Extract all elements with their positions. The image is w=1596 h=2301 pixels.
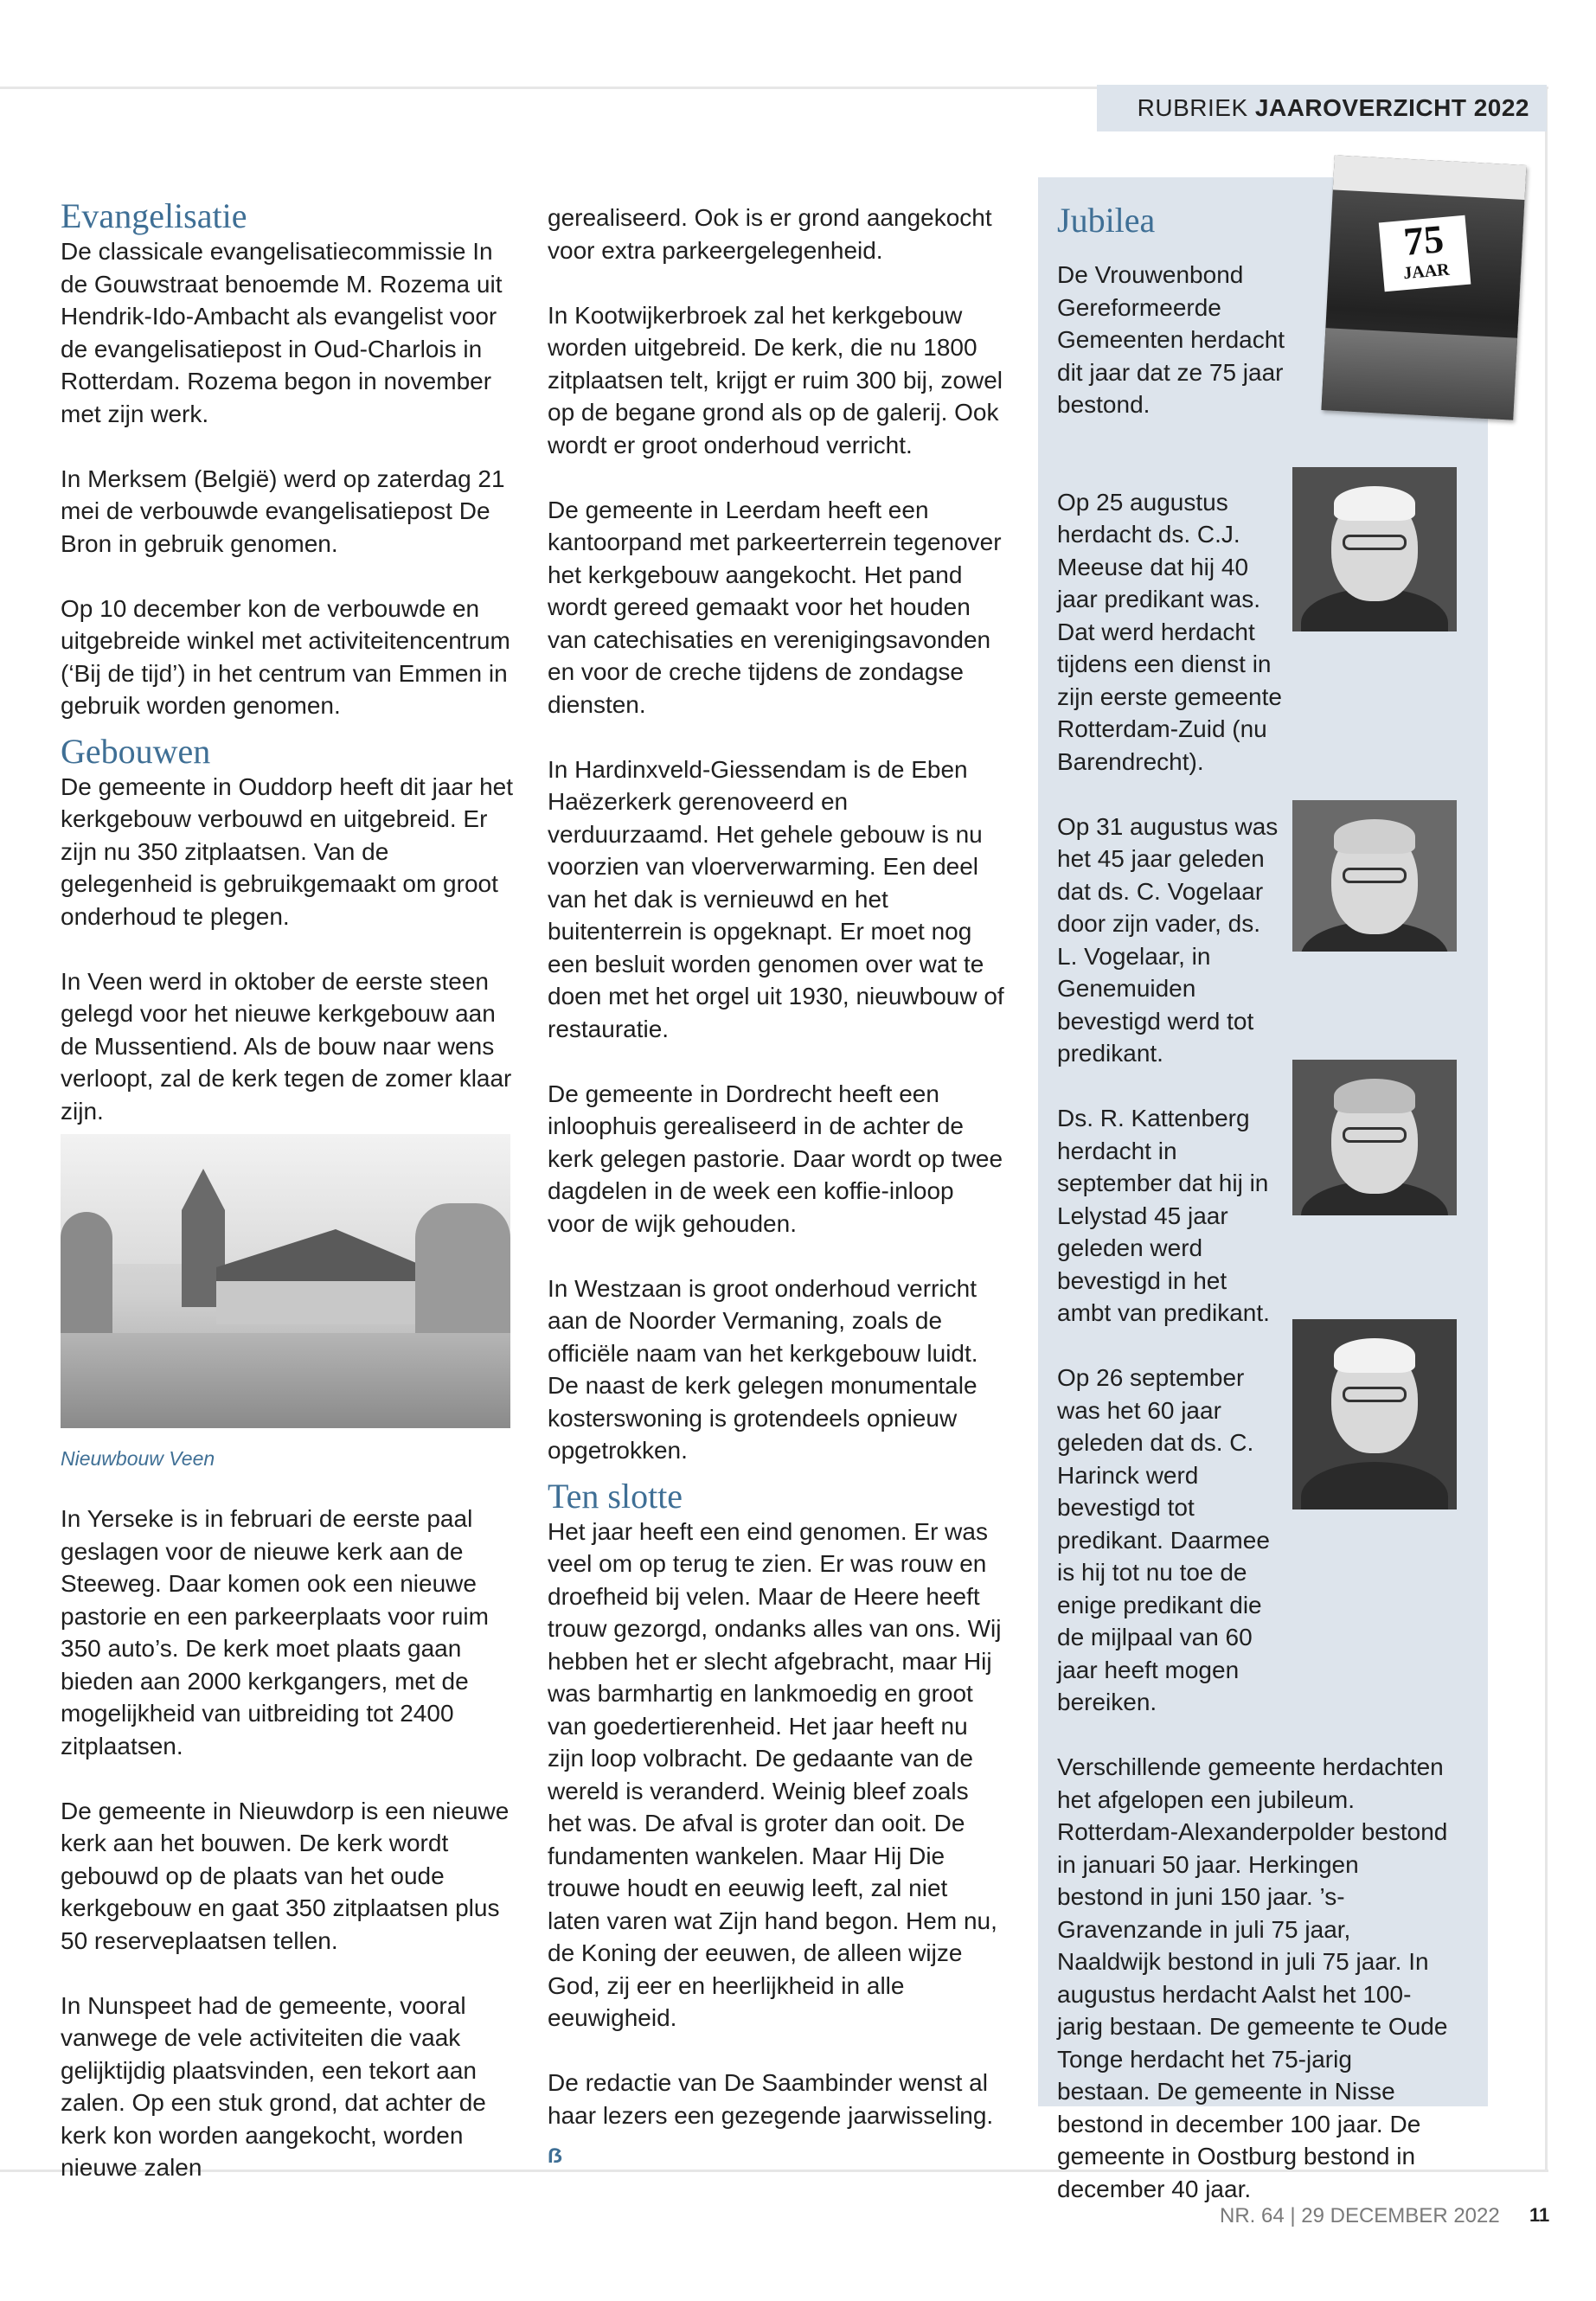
paragraph: Ds. R. Kattenberg herdacht in september dat hij in Lelystad 45 jaar geleden werd bevestigd in het ambt van predikant.	[1057, 1105, 1270, 1326]
section-title-gebouwen: Gebouwen	[61, 731, 211, 771]
paragraph: De gemeente in Nieuwdorp is een nieuwe kerk aan het bouwen. De kerk wordt gebouwd op de plaats van het oude kerkgebouw en gaat 350 zitplaatsen plus 50 reserveplaatsen tellen.	[61, 1797, 510, 1954]
rubriek-title: JAAROVERZICHT 2022	[1254, 94, 1529, 121]
paragraph: Op 25 augustus herdacht ds. C.J. Meeuse dat hij 40 jaar predikant was. Dat werd herdacht tijdens een dienst in zijn eerste gemeente Rotterdam-Zuid (nu Barendrecht).	[1057, 488, 1282, 775]
paragraph: De gemeente in Leerdam heeft een kantoorpand met parkeerterrein tegenover het kerkgebouw aangekocht. Het pand wordt gereed gemaakt voor het houden van catechisaties en verenigingsavonden en voor de creche tijdens de zondagse diensten.	[548, 496, 1002, 718]
section-title-evangelisatie: Evangelisatie	[61, 196, 247, 235]
paragraph: In Hardinxveld-Giessendam is de Eben Haëzerkerk gerenoveerd en verduurzaamd. Het gehele gebouw is nu voorzien van vloerverwarming. Een deel van het dak is vernieuwd en het buitenterrein is opgeknapt. Er moet nog een besluit worden genomen over wat te doen met het orgel uit 1930, nieuwbouw of restauratie.	[548, 755, 1004, 1042]
section-title-jubilea: Jubilea	[1057, 201, 1156, 240]
paragraph: Op 10 december kon de verbouwde en uitgebreide winkel met activiteitencentrum (‘Bij de tijd’) in het centrum van Emmen in gebruik worden genomen.	[61, 594, 510, 719]
paragraph: In Merksem (België) werd op zaterdag 21 mei de verbouwde evangelisatiepost De Bron in gebruik genomen.	[61, 465, 505, 557]
paragraph: In Westzaan is groot onderhoud verricht aan de Noorder Vermaning, zoals de officiële naam van het kerkgebouw luidt. De naast de kerk gelegen monumentale kosterswoning is grotendeels opnieuw opgetrokken.	[548, 1274, 978, 1464]
paragraph: Het jaar heeft een eind genomen. Er was veel om op terug te zien. Er was rouw en droefheid bij velen. Maar de Heere heeft trouw gezorgd, ondanks alles van ons. Wij hebben het er slecht afgebracht, maar Hij was barmhartig en lankmoedig en groot van goedertierenheid. Het jaar heeft nu zijn loop volbracht. De gedaante van de wereld is veranderd. Weinig bleef zoals het was. De afval is groter dan ooit. De fundamenten wankelen. Maar Hij Die trouwe houdt en eeuwig leeft, zal niet laten varen wat Zijn hand begon. Hem nu, de Koning der eeuwen, de alleen wijze God, zij eer en heerlijkheid in alle eeuwigheid.	[548, 1517, 1002, 2031]
right-rule	[1545, 87, 1548, 2172]
rubriek-label: RUBRIEK	[1137, 94, 1248, 121]
section-title-ten-slotte: Ten slotte	[548, 1476, 683, 1516]
paragraph: In Yerseke is in februari de eerste paal geslagen voor de nieuwe kerk aan de Steeweg. Daar komen ook een nieuwe pastorie en een parkeerplaats voor ruim 350 auto’s. De kerk moet plaats gaan bieden aan 2000 kerkgangers, met de mogelijkheid van uitbreiding tot 2400 zitplaatsen.	[61, 1505, 489, 1759]
paragraph: De gemeente in Dordrecht heeft een inloophuis gerealiseerd in de achter de kerk gelegen pastorie. Daar wordt op twee dagdelen in de week een koffie-inloop voor de wijk gehouden.	[548, 1080, 1003, 1237]
paragraph: gerealiseerd. Ook is er grond aangekocht voor extra parkeergelegenheid.	[548, 204, 992, 264]
paragraph: In Kootwijkerbroek zal het kerkgebouw worden uitgebreid. De kerk, die nu 1800 zitplaatsen telt, krijgt er ruim 300 bij, zowel op de begane grond als op de galerij. Ook wordt er groot onderhoud verricht.	[548, 301, 1003, 458]
paragraph: In Nunspeet had de gemeente, vooral vanwege de vele activiteiten die vaak gelijktijdig plaatsvinden, een tekort aan zalen. Op een stuk grond, dat achter de kerk kon worden aangekocht, worden nieuwe zalen	[61, 1991, 486, 2181]
column-1	[61, 197, 519, 2216]
saambinder-logo-icon: ẞ	[548, 2144, 563, 2168]
church-photo	[61, 1134, 510, 1428]
rubriek-header	[1097, 85, 1547, 131]
page-number: 11	[1529, 2204, 1550, 2226]
paragraph: De classicale evangelisatiecommissie In de Gouwstraat benoemde M. Rozema uit Hendrik-Ido-Ambacht als evangelist voor de evangelisatiepost in Oud-Charlois in Rotterdam. Rozema begon in november met zijn werk.	[61, 238, 503, 427]
paragraph: De gemeente in Ouddorp heeft dit jaar het kerkgebouw verbouwd en uitgebreid. Er zijn nu 350 zitplaatsen. Van de gelegenheid is gebruikgemaakt om groot onderhoud te plegen.	[61, 772, 514, 930]
badge-word: JAAR	[1402, 260, 1451, 284]
footer-issue: NR. 64 | 29 DECEMBER 2022	[1220, 2204, 1500, 2227]
closing-text: De redactie van De Saambinder wenst al haar lezers een gezegende jaarwisseling.	[548, 2069, 994, 2129]
paragraph: Verschillende gemeente herdachten het afgelopen een jubileum. Rotterdam-Alexanderpolder bestond in januari 50 jaar. Herkingen bestond in juni 150 jaar. ’s-Gravenzande in juli 75 jaar, Naaldwijk bestond in juli 75 jaar. In augustus herdacht Aalst het 100-jarig bestaan. De gemeente te Oude Tonge herdacht het 75-jarig bestaan. De gemeente in Nisse bestond in december 100 jaar. De gemeente in Oostburg bestond in december 40 jaar.	[1057, 1753, 1448, 2202]
paragraph: In Veen werd in oktober de eerste steen gelegd voor het nieuwe kerkgebouw aan de Mussentiend. Als de bouw naar wens verloopt, zal de kerk tegen de zomer klaar zijn.	[61, 967, 512, 1125]
paragraph: Op 31 augustus was het 45 jaar geleden dat ds. C. Vogelaar door zijn vader, ds. L. Vogelaar, in Genemuiden bevestigd werd tot predikant.	[1057, 812, 1279, 1067]
paragraph	[548, 2067, 1006, 2168]
column-3	[1057, 202, 1464, 2238]
paragraph: De Vrouwenbond Gereformeerde Gemeenten herdacht dit jaar dat ze 75 jaar bestond.	[1057, 261, 1285, 418]
column-2	[548, 202, 1006, 2196]
paragraph: Op 26 september was het 60 jaar geleden dat ds. C. Harinck werd bevestigd tot predikant. Daarmee is hij tot nu toe de enige predikant die de mijlpaal van 60 jaar heeft mogen bereiken.	[1057, 1364, 1270, 1715]
badge-number: 75	[1401, 216, 1445, 264]
photo-caption: Nieuwbouw Veen	[61, 1447, 215, 1470]
